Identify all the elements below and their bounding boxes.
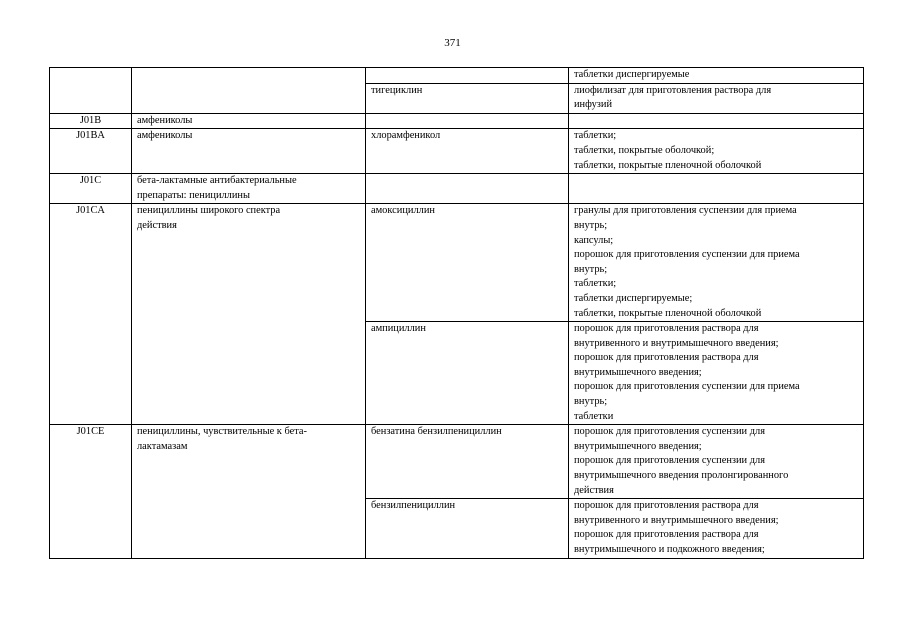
table-row [50, 113, 864, 129]
drug-name: амоксициллин [371, 205, 435, 217]
form-line: порошок для приготовления суспензии для [574, 426, 765, 438]
atc-code: J01CE [76, 426, 105, 438]
drug-cell [366, 68, 569, 84]
drug-cell [366, 83, 569, 113]
form-line: внутривенного и внутримышечного введения; [574, 337, 779, 349]
drug-cell [366, 129, 569, 174]
form-line: порошок для приготовления раствора для [574, 323, 759, 335]
drug-cell [366, 174, 569, 204]
form-line: таблетки диспергируемые; [574, 292, 693, 304]
atc-code-cell [50, 68, 132, 114]
form-line: порошок для приготовления раствора для [574, 529, 759, 541]
form-line: порошок для приготовления суспензии для [574, 455, 765, 467]
form-line: порошок для приготовления раствора для [574, 352, 759, 364]
drug-name: хлорамфеникол [371, 130, 441, 142]
drug-cell [366, 425, 569, 499]
form-line: таблетки; [574, 278, 617, 290]
group-cell [132, 129, 366, 174]
drug-name: бензилпенициллин [371, 500, 456, 512]
forms-cell [569, 113, 864, 129]
forms-cell [569, 322, 864, 425]
group-name: лактамазам [137, 440, 188, 452]
table-row [50, 174, 864, 204]
group-cell [132, 204, 366, 425]
atc-code-cell [50, 204, 132, 425]
form-line: внутрь; [574, 396, 608, 408]
form-line: внутримышечного введения пролонгированного [574, 470, 789, 482]
forms-cell [569, 499, 864, 558]
table-row [50, 68, 864, 84]
group-name: действия [137, 219, 177, 231]
forms-cell [569, 129, 864, 174]
drug-name: тигециклин [371, 84, 423, 96]
atc-code: J01CA [76, 205, 105, 217]
form-line: таблетки, покрытые пленочной оболочкой [574, 159, 762, 171]
forms-cell [569, 204, 864, 322]
form-line: таблетки диспергируемые [574, 69, 690, 80]
atc-code-cell [50, 113, 132, 129]
drug-table [49, 67, 864, 559]
atc-code-cell [50, 174, 132, 204]
form-line: внутрь; [574, 219, 608, 231]
form-line: гранулы для приготовления суспензии для приема [574, 205, 797, 217]
form-line: таблетки; [574, 130, 617, 142]
group-cell [132, 68, 366, 114]
drug-cell [366, 322, 569, 425]
group-name: амфениколы [137, 114, 193, 126]
forms-cell [569, 425, 864, 499]
form-line: внутримышечного и подкожного введения; [574, 544, 765, 555]
form-line: внутримышечного введения; [574, 366, 702, 378]
form-line: порошок для приготовления суспензии для приема [574, 249, 800, 261]
forms-cell [569, 83, 864, 113]
atc-code-cell [50, 129, 132, 174]
forms-cell [569, 174, 864, 204]
group-name: амфениколы [137, 130, 193, 142]
form-line: лиофилизат для приготовления раствора для [574, 84, 772, 96]
atc-code: J01B [79, 114, 102, 126]
group-name: пенициллины широкого спектра [137, 205, 281, 217]
form-line: таблетки, покрытые оболочкой; [574, 144, 715, 156]
group-cell [132, 174, 366, 204]
group-cell [132, 113, 366, 129]
group-cell [132, 425, 366, 558]
form-line: внутримышечного введения; [574, 440, 702, 452]
form-line: действия [574, 484, 614, 496]
atc-code: J01BA [76, 130, 105, 142]
drug-cell [366, 113, 569, 129]
drug-cell [366, 204, 569, 322]
form-line: внутривенного и внутримышечного введения; [574, 514, 779, 526]
atc-code: J01C [79, 175, 102, 187]
atc-code-cell [50, 425, 132, 558]
form-line: таблетки, покрытые пленочной оболочкой [574, 307, 762, 319]
table-row [50, 204, 864, 322]
table-row [50, 129, 864, 174]
form-line: инфузий [574, 99, 613, 111]
form-line: таблетки [574, 410, 614, 422]
group-name: бета-лактамные антибактериальные [137, 175, 297, 187]
table-row [50, 425, 864, 499]
drug-name: ампициллин [371, 323, 426, 335]
form-line: порошок для приготовления раствора для [574, 500, 759, 512]
drug-name: бензатина бензилпенициллин [371, 426, 502, 438]
form-line: порошок для приготовления суспензии для приема [574, 381, 800, 393]
group-name: препараты: пенициллины [137, 189, 250, 201]
form-line: капсулы; [574, 234, 614, 246]
group-name: пенициллины, чувствительные к бета- [137, 426, 307, 438]
form-line: внутрь; [574, 263, 608, 275]
forms-cell [569, 68, 864, 84]
drug-cell [366, 499, 569, 558]
page-number: 371 [444, 37, 461, 49]
